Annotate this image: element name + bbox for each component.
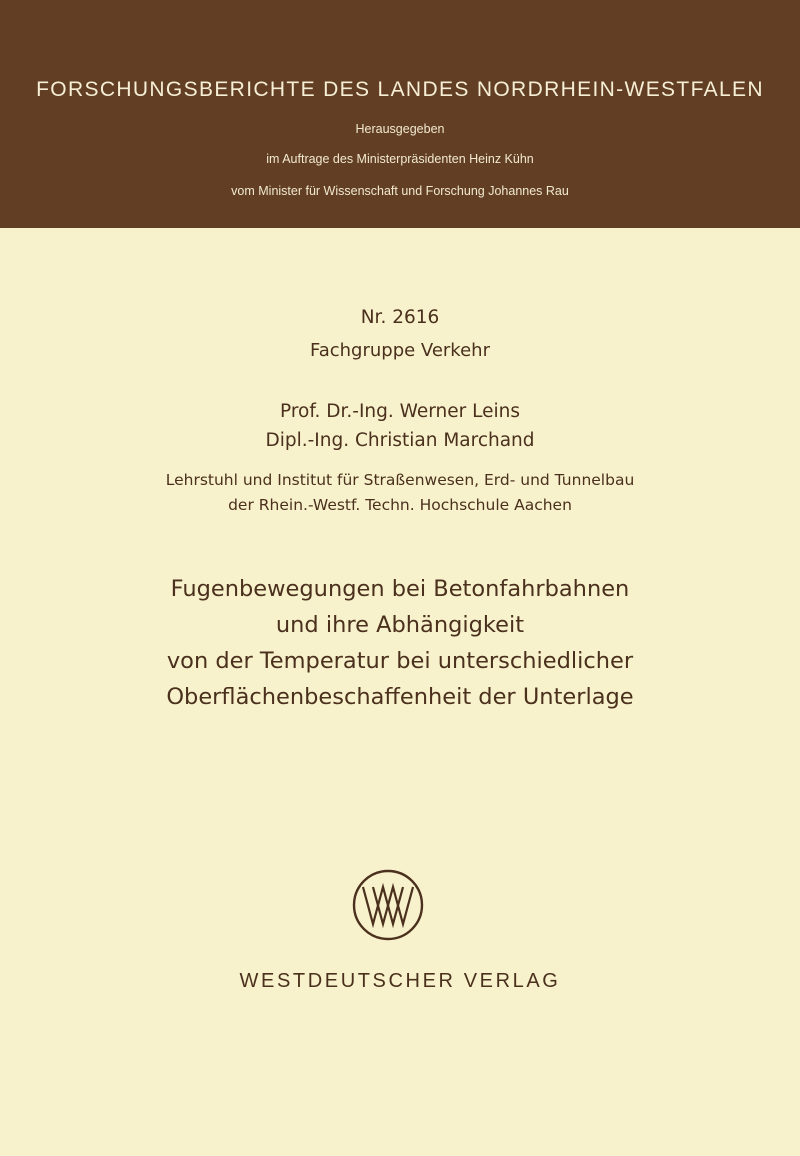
title-line-1: Fugenbewegungen bei Betonfahrbahnen xyxy=(170,576,630,602)
editor-line-3: vom Minister für Wissenschaft und Forschung Johannes Rau xyxy=(231,184,569,198)
ww-circle-logo-icon xyxy=(352,869,424,941)
author-1: Prof. Dr.-Ing. Werner Leins xyxy=(279,401,520,422)
series-title: FORSCHUNGSBERICHTE DES LANDES NORDRHEIN-WESTFALEN xyxy=(36,78,764,101)
report-number: Nr. 2616 xyxy=(360,307,440,328)
title-line-2: und ihre Abhängigkeit xyxy=(275,612,525,638)
editor-line-2: im Auftrage des Ministerpräsidenten Heinz Kühn xyxy=(266,152,534,166)
header-band xyxy=(0,0,800,228)
subject-group: Fachgruppe Verkehr xyxy=(310,340,490,361)
institution-line-2: der Rhein.-Westf. Techn. Hochschule Aachen xyxy=(228,496,572,514)
author-2: Dipl.-Ing. Christian Marchand xyxy=(265,430,535,451)
title-line-3: von der Temperatur bei unterschiedlicher xyxy=(166,648,634,674)
institution-line-1: Lehrstuhl und Institut für Straßenwesen, Erd- und Tunnelbau xyxy=(165,471,635,489)
publisher-name: WESTDEUTSCHER VERLAG xyxy=(239,970,561,992)
title-line-4: Oberflächenbeschaffenheit der Unterlage xyxy=(166,684,634,710)
editor-line-1: Herausgegeben xyxy=(355,122,445,136)
